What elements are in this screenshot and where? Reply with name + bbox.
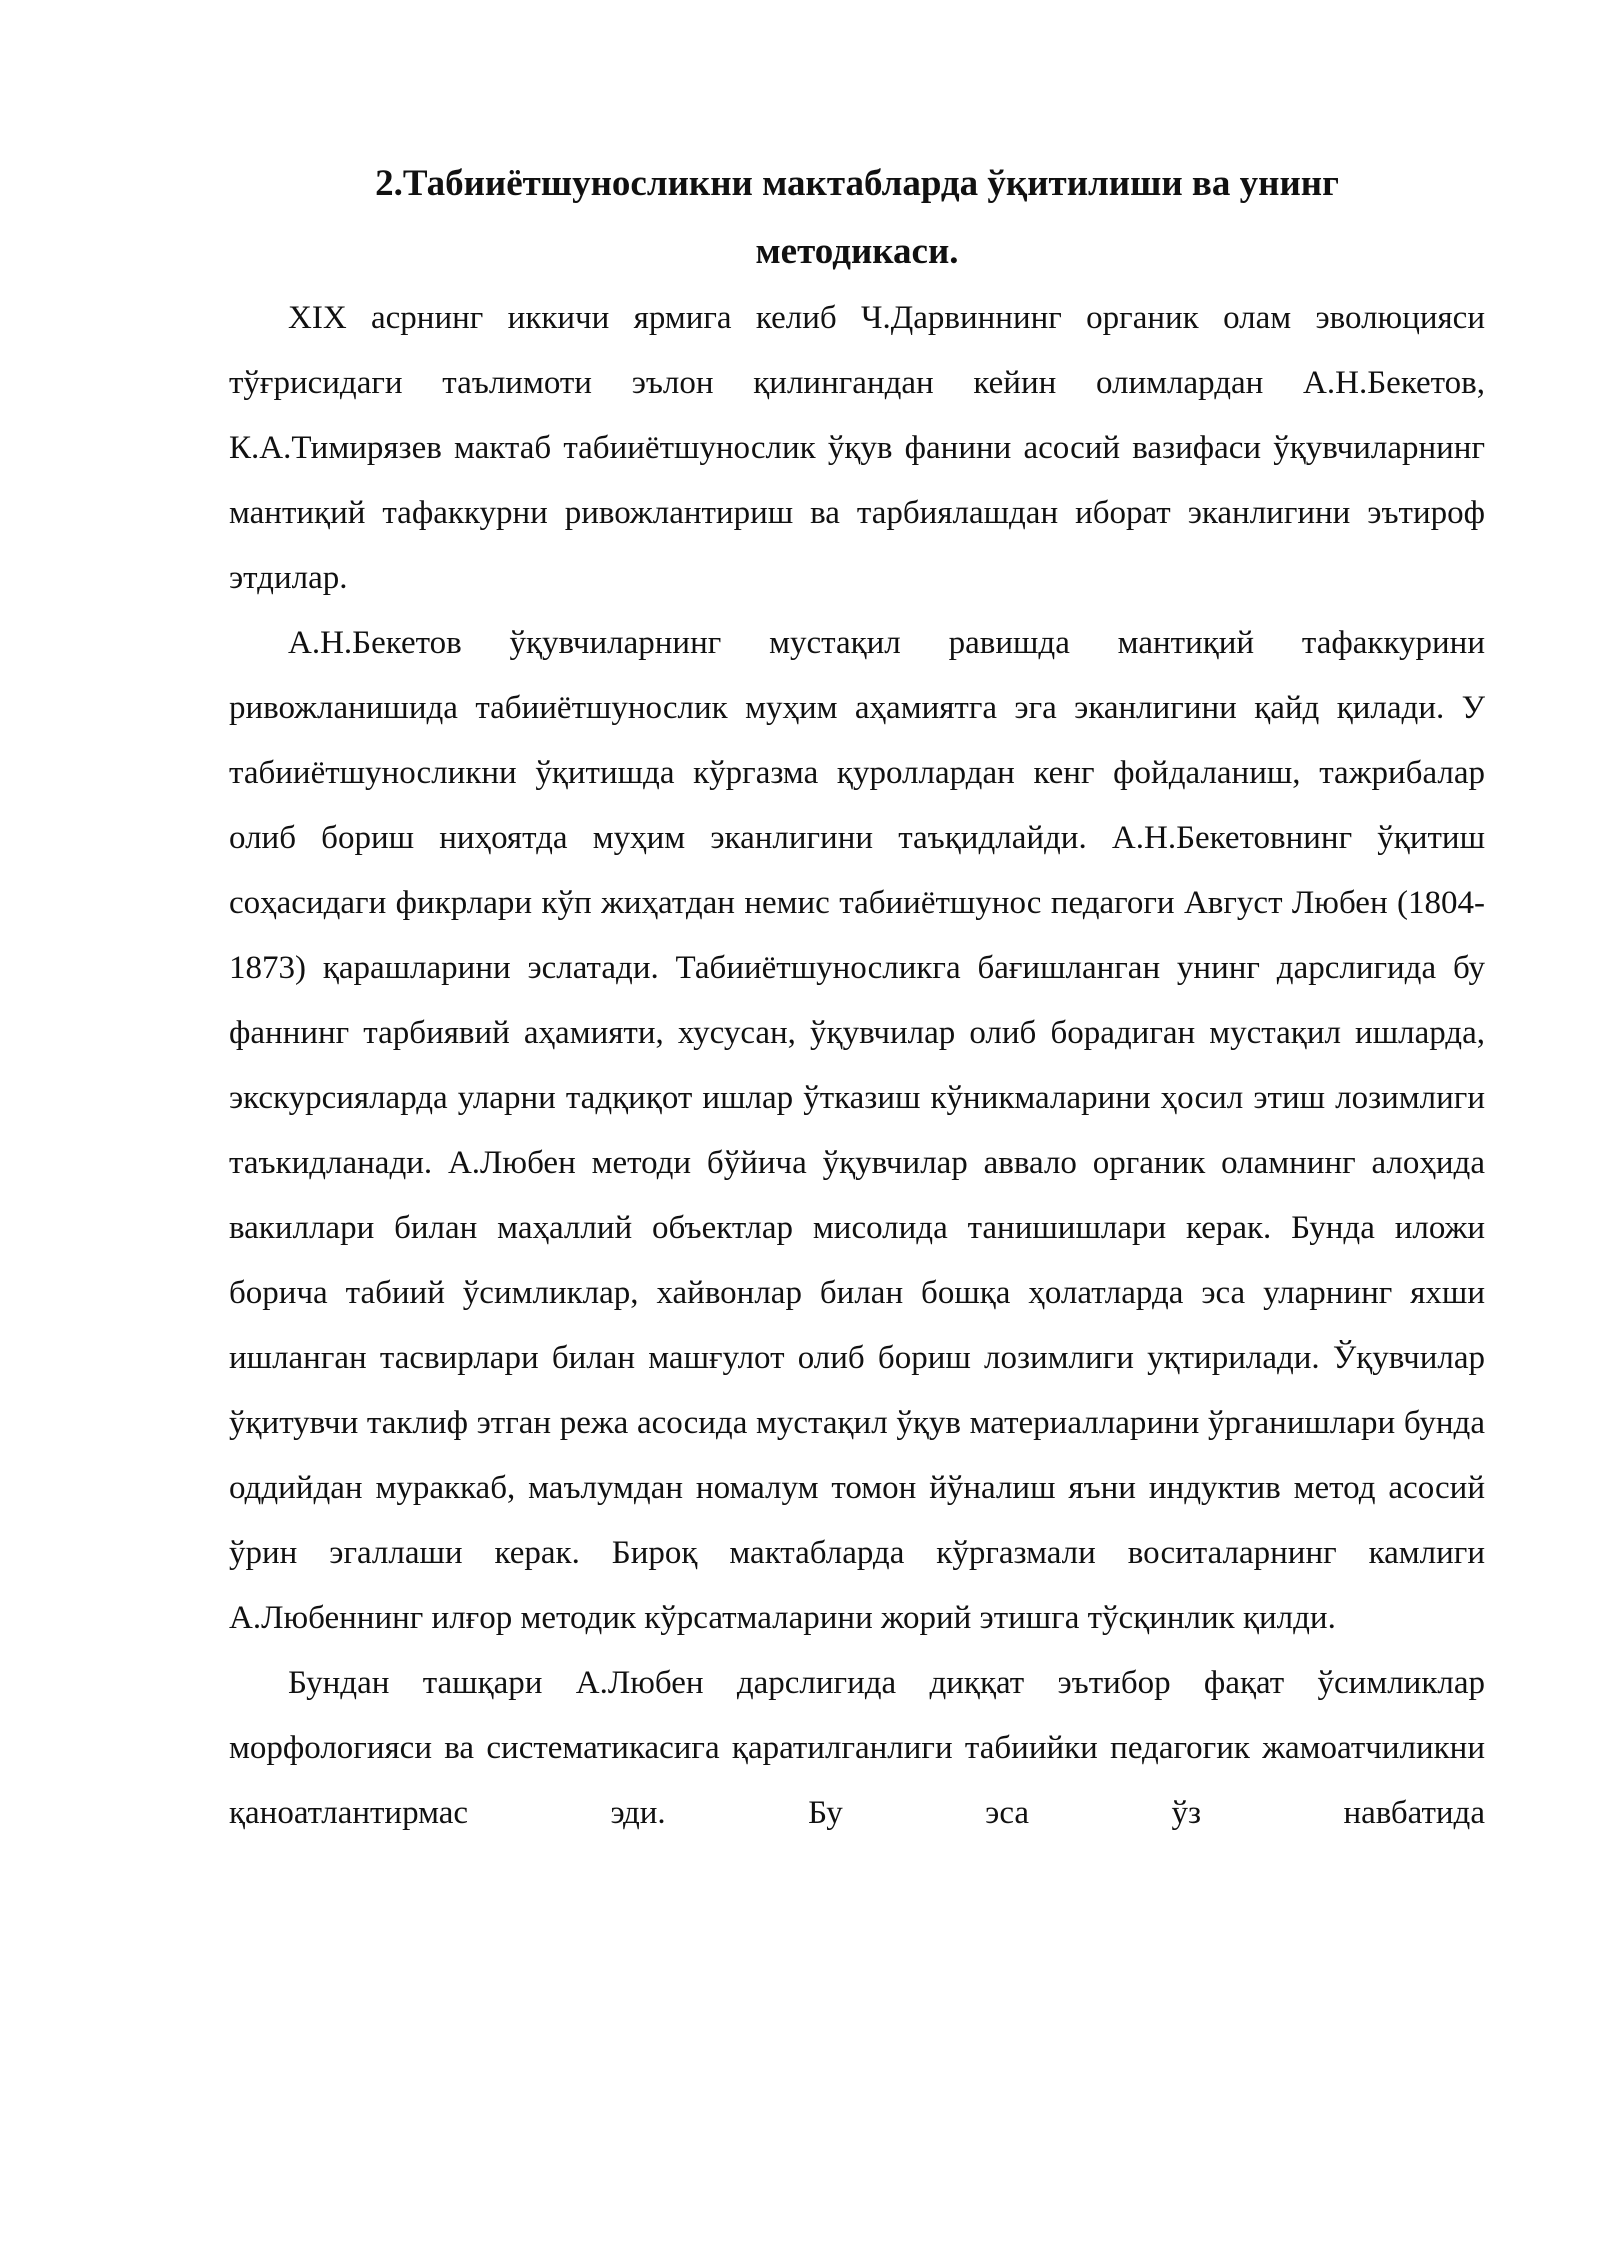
paragraph-beketov: А.Н.Бекетов ўқувчиларнинг мустақил равишда мантиқий тафаккурини ривожланишида табииётшунослик муҳим аҳамиятга эга эканлигини қайд қилади. У табииётшуносликни ўқитишда кўргазма қуроллардан кенг фойдаланиш, тажрибалар олиб бориш ниҳоятда муҳим эканлигини таъқидлайди. А.Н.Бекетовнинг ўқитиш соҳасидаги фикрлари кўп жиҳатдан немис табииётшунос педагоги Август Любен (1804-1873) қарашларини эслатади. Табииётшуносликга бағишланган унинг дарслигида бу фаннинг тарбиявий аҳамияти, хусусан, ўқувчилар олиб борадиган мустақил ишларда, экскурсияларда уларни тадқиқот ишлар ўтказиш кўникмаларини ҳосил этиш лозимлиги таъкидланади. А.Любен методи бўйича ўқувчилар аввало органик оламнинг алоҳида вакиллари билан маҳаллий объектлар мисолида танишишлари керак. Бунда иложи борича табиий ўсимликлар, хайвонлар билан бошқа ҳолатларда эса уларнинг яхши ишланган тасвирлари билан машғулот олиб бориш лозимлиги уқтирилади. Ўқувчилар ўқитувчи таклиф этган режа асосида мустақил ўқув материалларини ўрганишлари бунда оддийдан мураккаб, маълумдан номалум томон йўналиш яъни индуктив метод асосий ўрин эгаллаши керак. Бироқ мактабларда кўргазмали воситаларнинг камлиги А.Любеннинг илғор методик кўрсатмаларини жорий этишга тўсқинлик қилди.: [229, 625, 1485, 1636]
document-body: [229, 150, 1485, 1846]
paragraph-luben: Бундан ташқари А.Любен дарслигида диққат эътибор фақат ўсимликлар морфологияси ва систематикасига қаратилганлиги табиийки педагогик жамоатчиликни қаноатлантирмас эди. Бу эса ўз навбатида: [229, 1665, 1485, 1831]
paragraph-darwin: XIX асрнинг иккичи ярмига келиб Ч.Дарвиннинг органик олам эволюцияси тўғрисидаги таълимоти эълон қилингандан кейин олимлардан А.Н.Бекетов, К.А.Тимирязев мактаб табииётшунослик ўқув фанини асосий вазифаси ўқувчиларнинг мантиқий тафаккурни ривожлантириш ва тарбиялашдан иборат эканлигини эътироф этдилар.: [229, 300, 1485, 596]
section-title: 2.Табииётшуносликни мактабларда ўқитилиши ва унинг методикаси.: [375, 163, 1339, 272]
